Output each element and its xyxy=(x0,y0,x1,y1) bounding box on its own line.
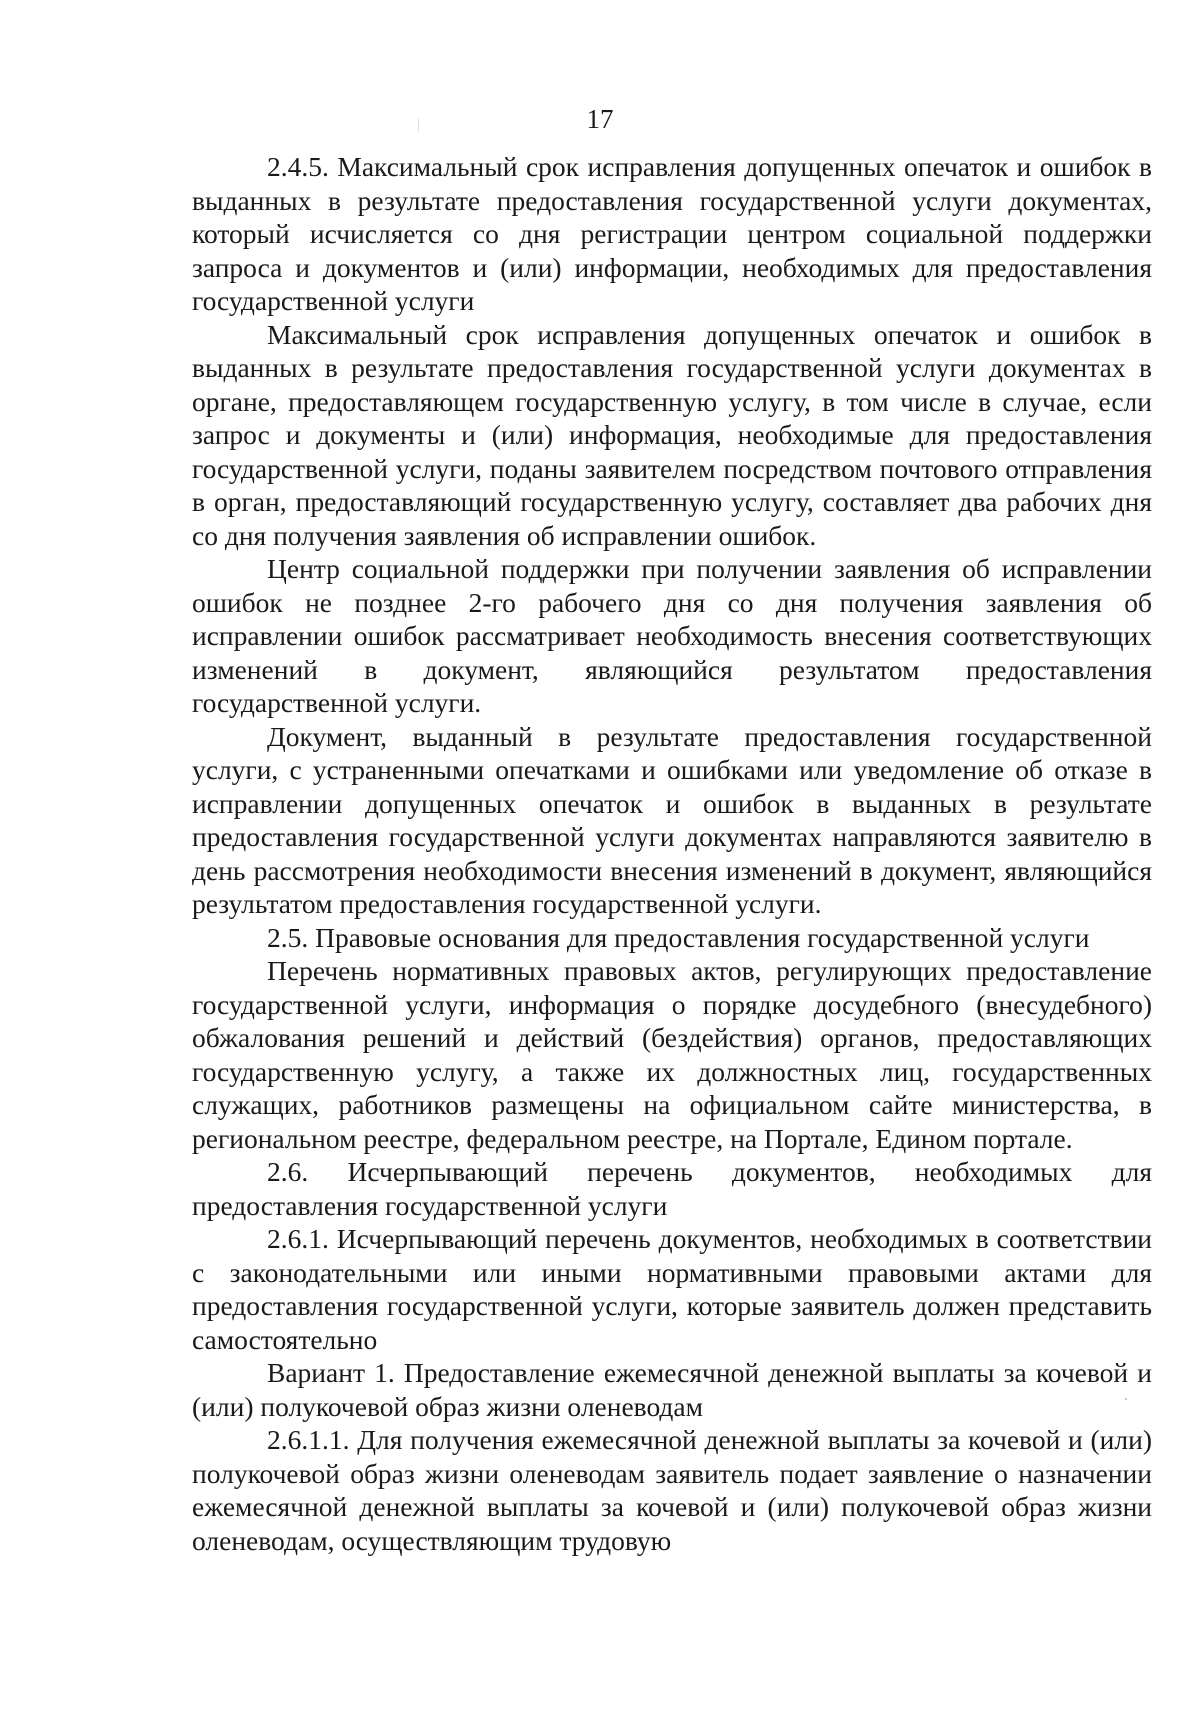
paragraph-2-6-heading: 2.6. Исчерпывающий перечень документов, необходимых для предоставления государственной услуги xyxy=(192,1156,1152,1221)
paragraph-2-6-1-heading: 2.6.1. Исчерпывающий перечень документов, необходимых в соответствии с законодательными или иными нормативными правовыми актами для предоставления государственной услуги, которые заявитель должен представить самостоятельно xyxy=(192,1223,1152,1355)
paragraph-max-correction-term: Максимальный срок исправления допущенных опечаток и ошибок в выданных в результате предоставления государственной услуги документах в органе, предоставляющем государственную услугу, в том числе в случае, если запрос и документы и (или) информация, необходимые для предоставления государственной услуги, поданы заявителем посредством почтового отправления в орган, предоставляющий государственную услугу, составляет два рабочих дня со дня получения заявления об исправлении ошибок. xyxy=(192,318,1152,551)
paragraph-center-review: Центр социальной поддержки при получении заявления об исправлении ошибок не позднее 2-го рабочего дня со дня получения заявления об исправлении ошибок рассматривает необходимость внесения соответствующих изменений в документ, являющийся результатом предоставления государственной услуги. xyxy=(192,553,1152,718)
paragraph-variant-1: Вариант 1. Предоставление ежемесячной денежной выплаты за кочевой и (или) полукочевой образ жизни оленеводам xyxy=(192,1357,1152,1422)
paragraph-2-6-1-1: 2.6.1.1. Для получения ежемесячной денежной выплаты за кочевой и (или) полукочевой образ жизни оленеводам заявитель подает заявление о назначении ежемесячной денежной выплаты за кочевой и (или) полукочевой образ жизни оленеводам, осуществляющим трудовую xyxy=(192,1424,1152,1556)
page-number: 17 xyxy=(586,104,614,134)
scan-speck xyxy=(418,118,419,132)
paragraph-corrected-document: Документ, выданный в результате предоставления государственной услуги, с устраненными опечатками и ошибками или уведомление об отказе в исправлении допущенных опечаток и ошибок в выданных в результате предоставления государственной услуги документах направляются заявителю в день рассмотрения необходимости внесения изменений в документ, являющийся результатом предоставления государственной услуги. xyxy=(192,720,1152,919)
paragraph-legal-acts-list: Перечень нормативных правовых актов, регулирующих предоставление государственной услуги, информация о порядке досудебного (внесудебного) обжалования решений и действий (бездействия) органов, предоставляющих государственную услугу, а также их должностных лиц, государственных служащих, работников размещены на официальном сайте министерства, в региональном реестре, федеральном реестре, на Портале, Едином портале. xyxy=(192,955,1152,1154)
scan-speck xyxy=(1125,1398,1127,1400)
document-body xyxy=(192,150,1152,1557)
paragraph-2-5-heading: 2.5. Правовые основания для предоставления государственной услуги xyxy=(267,921,1090,953)
paragraph-2-4-5-heading: 2.4.5. Максимальный срок исправления допущенных опечаток и ошибок в выданных в результате предоставления государственной услуги документах, который исчисляется со дня регистрации центром социальной поддержки запроса и документов и (или) информации, необходимых для предоставления государственной услуги xyxy=(192,151,1152,316)
